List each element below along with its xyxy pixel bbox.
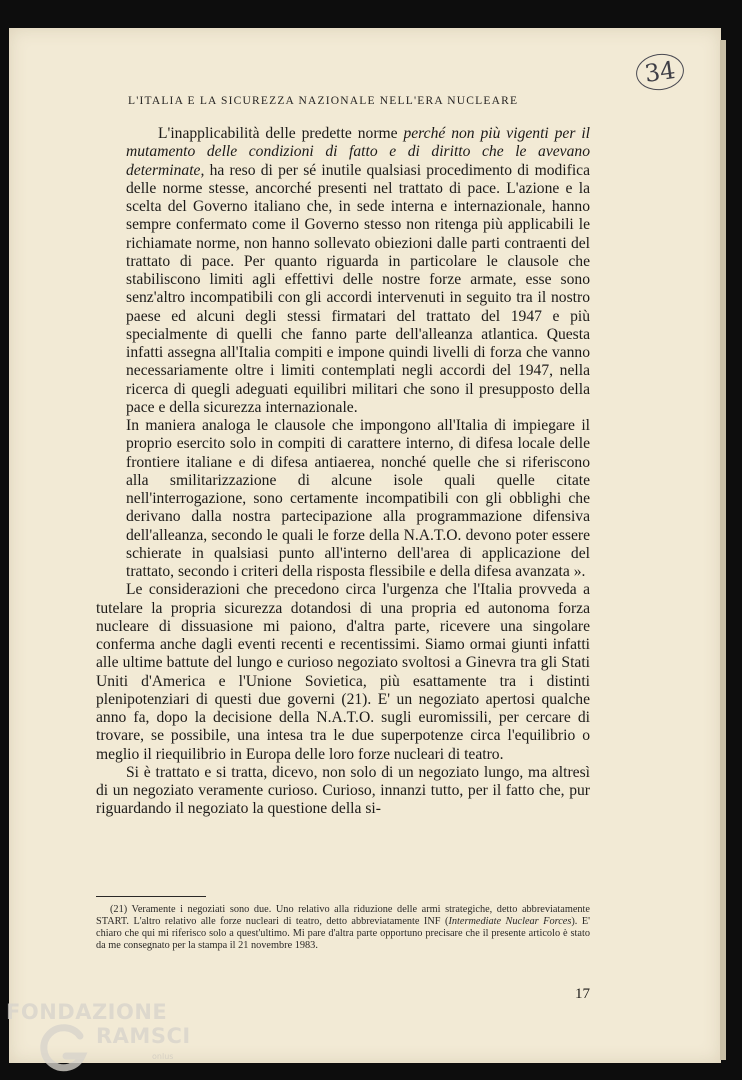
footnote-divider [96, 896, 206, 897]
footnote [96, 904, 590, 952]
fondazione-gramsci-watermark [6, 1000, 206, 1078]
page-edge [720, 40, 726, 1060]
handwritten-folio-number: 34 [634, 51, 687, 93]
footnote-text: (21) Veramente i negoziati sono due. Uno relativo alla riduzione delle armi strategiche, detto abbreviatamente START. L'altro relativo alle forze nucleari di teatro, detto abbreviatamente INF ( [96, 904, 590, 927]
paragraph: Le considerazioni che precedono circa l'urgenza che l'Italia provveda a tutelare la propria sicurezza dotandosi di una propria ed autonoma forza nucleare di dissuasione mi paiono, d'altra parte, ricevere una singolare conferma anche dagli eventi recenti e recentissimi. Siamo ormai giunti infatti alle ultime battute del lungo e curioso negoziato svoltosi a Ginevra tra gli Stati Uniti d'America e l'Unione Sovietica, più esattamente tra i distinti plenipotenziari di questi due governi (21). E' un negoziato apertosi qualche anno fa, dopo la decisione della N.A.T.O. sugli euromissili, per cercare di trovare, se possibile, una intesa tra le due superpotenze circa l'equilibrio o meglio il riequilibrio in Europa delle loro forze nucleari di teatro. [96, 581, 590, 763]
quote-rest-text: ha reso di per sé inutile qualsiasi procedimento di modifica delle norme stesse, ancorché presenti nel trattato di pace. L'azione e la scelta del Governo italiano che, in sede interna e internazionale, hanno sempre confermato come il Governo stesso non ritenga più applicabili le richiamate norme, non hanno sollevato obiezioni dalle parti contraenti del trattato di pace. Per quanto riguarda in particolare le clausole che stabiliscono limiti agli effettivi delle nostre forze armate, esse sono senz'altro incompatibili con gli accordi intervenuti in seguito tra il nostro paese ed alcuni degli stessi firmatari del trattato del 1947 e più specialmente di quelli che fanno parte dell'alleanza atlantica. Questa infatti assegna all'Italia compiti e impone quindi livelli di forza che vanno necessariamente oltre i limiti contemplati negli accordi del 1947, nella ricerca di quegli adeguati equilibri militari che sono il presupposto della pace e della sicurezza internazionale. [126, 161, 590, 416]
page-number: 17 [575, 986, 590, 1002]
quoted-paragraph-2: In maniera analoga le clausole che impongono all'Italia di impiegare il proprio esercito solo in compiti di carattere interno, di difesa locale delle frontiere italiane e di difesa antiaerea, nonché quelle che si riferiscono alla smilitarizzazione di alcune isole quali quelle citate nell'interrogazione, sono certamente incompatibili con gli obblighi che derivano dalla nostra partecipazione alla programmazione difensiva dell'alleanza, secondo le quali le forze della N.A.T.O. devono poter essere schierate in qualsiasi punto all'interno dell'area di applicazione del trattato, secondo i criteri della risposta flessibile e della difesa avanzata ». [126, 417, 590, 580]
watermark-line-2: RAMSCI [96, 1024, 191, 1048]
watermark-sub: onlus [152, 1052, 174, 1061]
body-text [96, 125, 590, 819]
quoted-paragraph [126, 125, 590, 417]
quote-italic-text: perché non più vigenti per il mutamento delle condizioni di fatto e di diritto che le avevano determinate, [126, 125, 590, 179]
gramsci-g-logo-icon [36, 1022, 92, 1078]
watermark-line-1: FONDAZIONE [6, 1000, 168, 1024]
footnote-text-end: ). E' chiaro che qui mi riferisco solo a quest'ultimo. Mi pare d'altra parte opportuno precisare che il presente articolo è stato da me consegnato per la stampa il 21 novembre 1983. [96, 916, 590, 951]
quote-lead-text: L'inapplicabilità delle predette norme [158, 125, 404, 142]
running-head: L'ITALIA E LA SICUREZZA NAZIONALE NELL'ERA NUCLEARE [128, 95, 519, 107]
paragraph: Si è trattato e si tratta, dicevo, non solo di un negoziato lungo, ma altresì di un negoziato veramente curioso. Curioso, innanzi tutto, per il fatto che, pur riguardando il negoziato la questione della si- [96, 763, 590, 818]
footnote-italic: Intermediate Nuclear Forces [448, 916, 572, 927]
